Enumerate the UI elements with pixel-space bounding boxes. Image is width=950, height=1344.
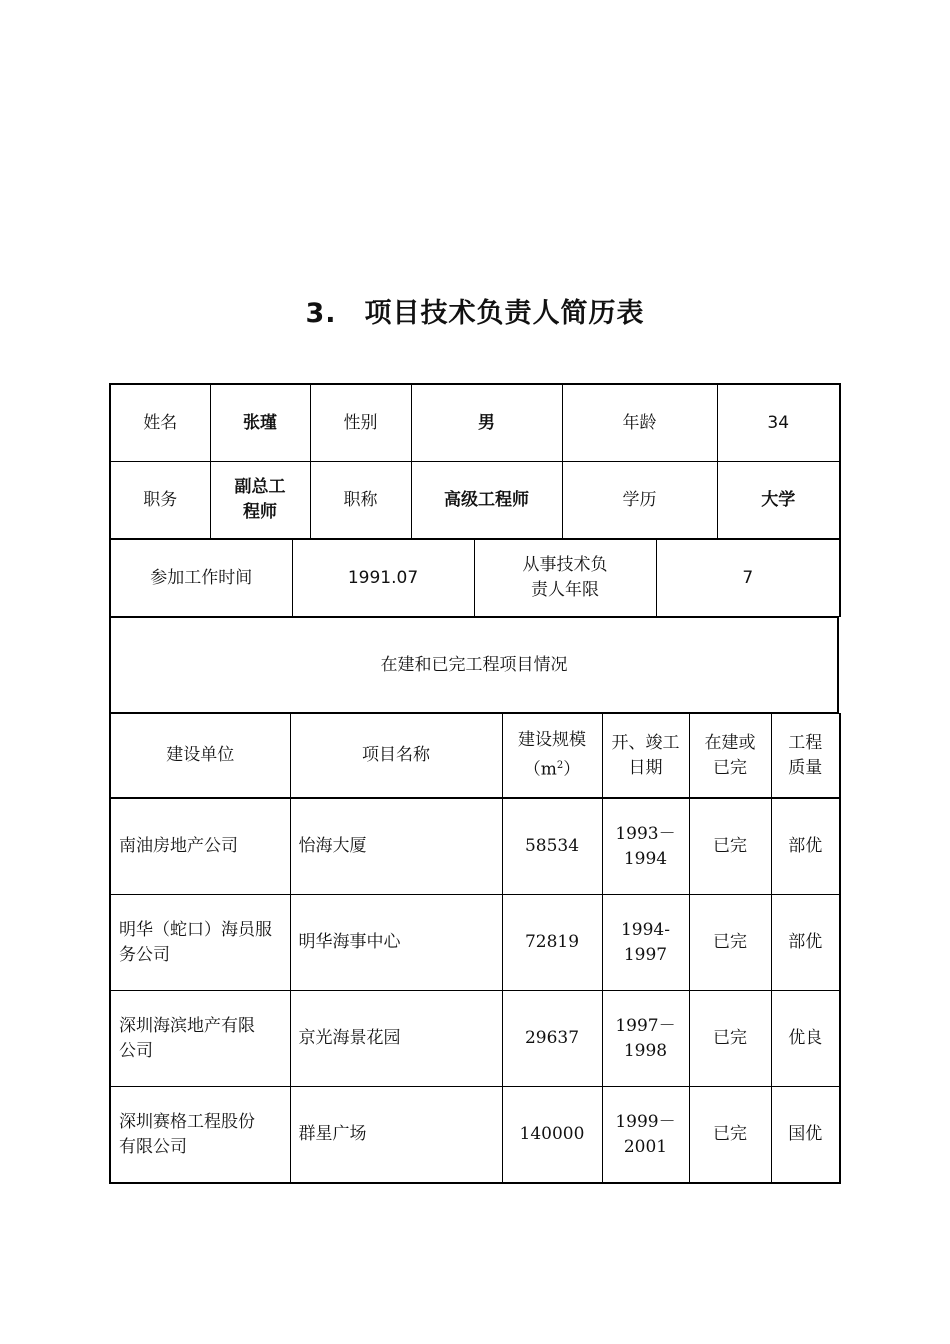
header-scale-sup: 2 (556, 760, 564, 772)
row-status: 已完 (689, 895, 771, 991)
personal-info-table (109, 383, 841, 539)
gender-label: 性别 (310, 384, 411, 462)
row-unit-line1: 深圳海滨地产有限 (119, 1015, 255, 1036)
page-title (0, 291, 950, 330)
row-unit-line1: 明华（蛇口）海员服 (119, 919, 272, 940)
row-unit (110, 799, 290, 895)
row-unit (110, 1087, 290, 1184)
position-label: 职务 (110, 462, 210, 539)
work-info-table (109, 539, 841, 617)
header-unit: 建设单位 (110, 714, 290, 798)
education-value: 大学 (717, 462, 840, 539)
header-scale-line2 (507, 753, 598, 783)
projects-header-table (109, 713, 841, 798)
header-status-line2: 已完 (713, 757, 747, 778)
row-dates (602, 799, 689, 895)
header-quality-line2: 质量 (788, 757, 823, 778)
row-scale: 58534 (502, 799, 602, 895)
row-dates (602, 991, 689, 1087)
row-start: 1994- (620, 919, 670, 940)
tech-years-label-line2: 责人年限 (531, 580, 599, 600)
header-scale-line1: 建设规模 (518, 730, 586, 751)
row-quality: 部优 (771, 799, 840, 895)
row-end: 1994 (623, 848, 668, 869)
row-quality: 部优 (771, 895, 840, 991)
row-scale: 72819 (502, 895, 602, 991)
row-dates (602, 1087, 689, 1184)
header-scale-unit: （m (523, 759, 557, 780)
tech-years-value: 7 (656, 540, 840, 617)
tech-years-label-line1: 从事技术负 (522, 555, 608, 575)
tech-years-label (474, 540, 656, 617)
row-end: 2001 (623, 1136, 668, 1157)
gender-value: 男 (411, 384, 562, 462)
table-row (110, 895, 840, 991)
row-scale: 29637 (502, 991, 602, 1087)
row-name: 京光海景花园 (290, 991, 502, 1087)
age-label: 年龄 (562, 384, 717, 462)
projects-table (109, 798, 841, 1184)
row-name: 群星广场 (290, 1087, 502, 1184)
row-name: 怡海大厦 (290, 799, 502, 895)
work-start-value: 1991.07 (292, 540, 474, 617)
title-number: 3. (305, 298, 337, 329)
row-unit-line1: 南油房地产公司 (119, 836, 238, 856)
table-row (110, 799, 840, 895)
education-label: 学历 (562, 462, 717, 539)
row-start: 1993－ (615, 823, 676, 844)
header-dates (602, 714, 689, 798)
row-quality: 国优 (771, 1087, 840, 1184)
row-unit-line2: 公司 (119, 1040, 153, 1061)
header-status-line1: 在建或 (704, 732, 756, 753)
row-unit-line2: 务公司 (119, 944, 170, 965)
header-status (689, 714, 771, 798)
row-unit (110, 991, 290, 1087)
table-row (110, 991, 840, 1087)
header-quality (771, 714, 840, 798)
row-end: 1997 (623, 944, 668, 965)
title-label: 职称 (310, 462, 411, 539)
header-quality-line1: 工程 (788, 732, 823, 753)
name-label: 姓名 (110, 384, 210, 462)
row-unit-line2: 有限公司 (119, 1136, 187, 1157)
row-start: 1997－ (615, 1015, 676, 1036)
header-dates-line2: 日期 (628, 757, 663, 778)
row-unit-line1: 深圳赛格工程股份 (119, 1111, 255, 1132)
work-start-label: 参加工作时间 (110, 540, 292, 617)
table-row (110, 1087, 840, 1184)
row-status: 已完 (689, 1087, 771, 1184)
row-name: 明华海事中心 (290, 895, 502, 991)
row-start: 1999－ (615, 1111, 676, 1132)
header-dates-line1: 开、竣工 (611, 732, 680, 753)
position-line2: 程师 (243, 502, 277, 522)
header-scale-close: ） (563, 759, 581, 780)
row-scale: 140000 (502, 1087, 602, 1184)
row-end: 1998 (623, 1040, 668, 1061)
age-value: 34 (717, 384, 840, 462)
position-line1: 副总工 (234, 477, 286, 497)
title-value: 高级工程师 (411, 462, 562, 539)
title-text: 项目技术负责人简历表 (364, 298, 645, 329)
row-status: 已完 (689, 991, 771, 1087)
position-value (210, 462, 310, 539)
row-dates (602, 895, 689, 991)
header-name: 项目名称 (290, 714, 502, 798)
row-status: 已完 (689, 799, 771, 895)
header-scale (502, 714, 602, 798)
row-quality: 优良 (771, 991, 840, 1087)
name-value: 张瑾 (210, 384, 310, 462)
section-title-table (109, 617, 839, 713)
section-title: 在建和已完工程项目情况 (110, 618, 838, 713)
row-unit (110, 895, 290, 991)
